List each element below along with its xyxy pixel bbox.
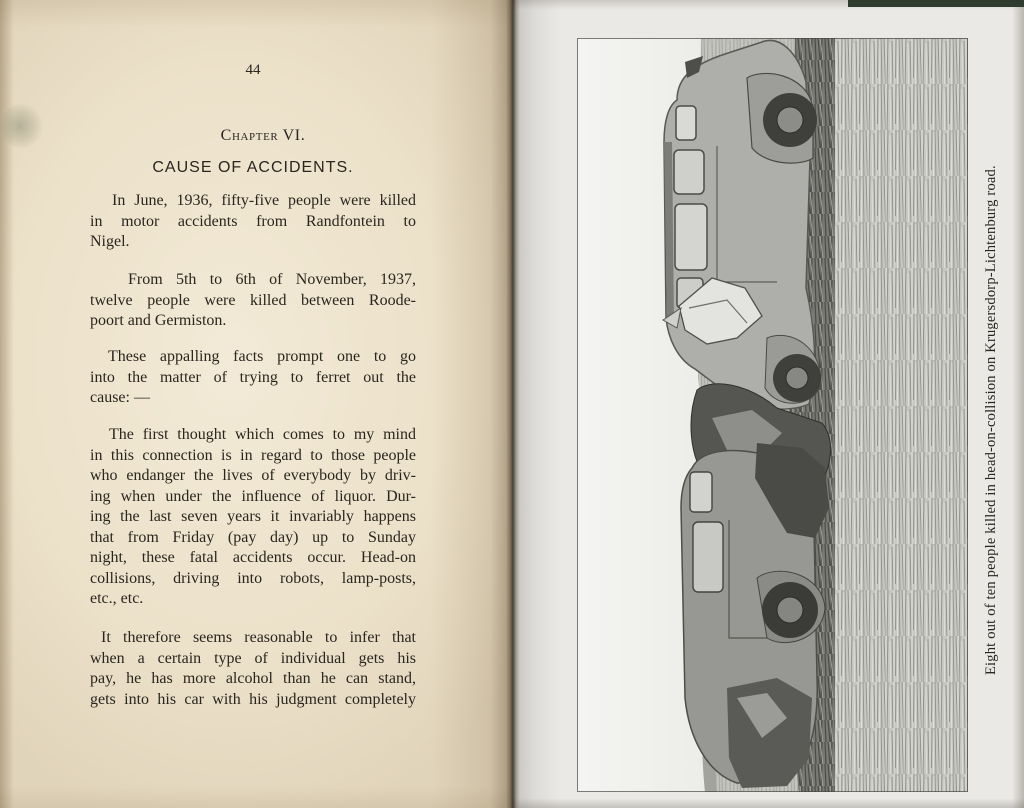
text-line: The first thought which comes to my mind [109,426,416,443]
text-line: gets into his car with his judgment completely [90,690,416,708]
text-line: ing the last seven years it invariably happens [90,508,416,525]
text-line: twelve people were killed between Roode- [90,291,416,309]
car-hubcap [777,597,803,623]
paragraph-2 [90,270,416,332]
page-stain [0,104,44,148]
text-line: collisions, driving into robots, lamp-posts, [90,569,416,587]
book-gutter [506,0,520,808]
right-page [512,0,1024,808]
car-window [675,204,707,270]
car-hubcap [777,107,803,133]
wrecked-car-upper [664,40,821,409]
text-line: pay, he has more alcohol than he can stand, [90,670,416,687]
car-window [690,472,712,512]
text-line: poort and Germiston. [90,312,227,329]
book-cover-edge [848,0,1024,7]
text-line: Nigel. [90,233,130,250]
text-line: From 5th to 6th of November, 1937, [128,271,416,288]
paragraph-3 [90,347,416,409]
paragraph-5 [90,628,416,710]
car-window [674,150,704,194]
text-line: etc., etc. [90,590,144,607]
text-line: into the matter of trying to ferret out the [90,368,416,386]
photo-field [835,38,968,792]
text-line: It therefore seems reasonable to infer that [101,629,416,646]
text-line: In June, 1936, fifty-five people were killed [112,192,416,209]
text-line: cause: — [90,389,150,406]
page-number: 44 [245,62,261,78]
text-line: when a certain type of individual gets his [90,649,416,667]
chapter-heading: Chapter VI. [220,127,306,144]
text-line: in motor accidents from Randfontein to [90,212,416,230]
chapter-title: CAUSE OF ACCIDENTS. [152,159,354,176]
car-window [676,106,696,140]
text-line: These appalling facts prompt one to go [108,348,416,365]
text-line: that from Friday (pay day) up to Sunday [90,528,416,546]
text-line: night, these fatal accidents occur. Head-on [90,549,416,566]
wrecked-car-lower [681,443,829,788]
car-hubcap [786,367,808,389]
photo-caption: Eight out of ten people killed in head-on-collision on Krugersdorp-Lichtenburg road. [983,165,999,675]
accident-photo-image [577,38,968,792]
text-line: who endanger the lives of everybody by driv- [90,467,416,484]
accident-photo [577,38,968,792]
text-line: ing when under the influence of liquor. Dur- [90,487,416,505]
car-window [693,522,723,592]
paragraph-4 [90,425,416,610]
text-line: in this connection is in regard to those people [90,446,416,464]
paragraph-1 [90,191,416,253]
